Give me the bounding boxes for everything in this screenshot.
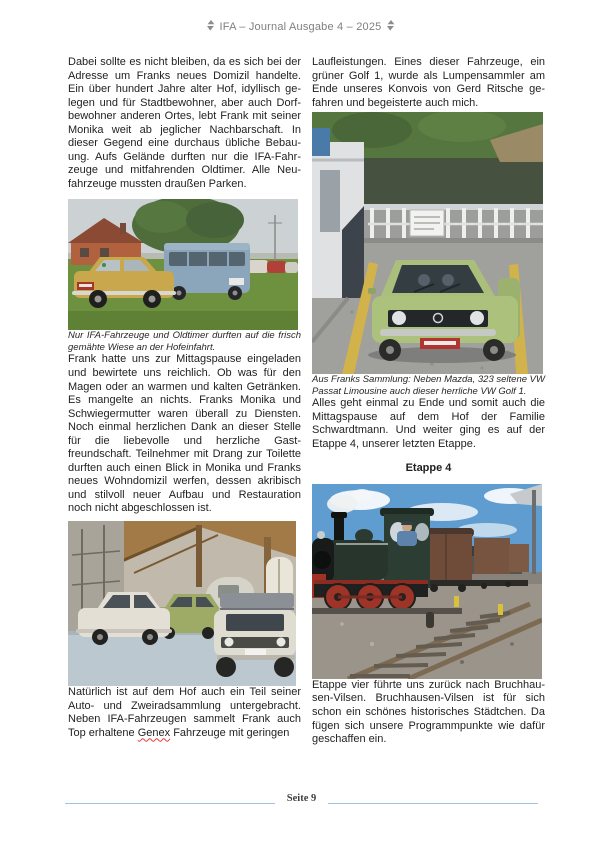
footer-rule-left xyxy=(65,803,275,804)
footer-rule-right xyxy=(328,803,538,804)
page-number: Seite 9 xyxy=(286,793,317,804)
body-paragraph: Etappe vier führte uns zurück nach Bruchhausen-Vilsen. Bruchhausen-Vilsen ist für sich schon ein schönes historisches Städtchen. Da fügen sich unsere Programmpunkte wie dafür geschaffen ein. xyxy=(312,678,545,746)
photo-caption: Nur IFA-Fahrzeuge und Oldtimer durften auf die frisch gemähte Wiese an der Hofeinfahrt. xyxy=(68,330,301,353)
body-paragraph: Laufleistungen. Eines dieser Fahrzeuge, ein grüner Golf 1, wurde als Lumpensammler am Ende unseres Konvois von Gerd Ritsche gefahren und begeisterte auch mich. xyxy=(312,56,545,109)
photo-caption: Aus Franks Sammlung: Neben Mazda, 323 seltene VW Passat Limousine auch dieser herrliche VW Golf 1. xyxy=(312,374,545,397)
left-column xyxy=(68,56,301,740)
body-paragraph: Frank hatte uns zur Mittagspause eingeladen und bewirtete uns reichlich. Ob was für den Magen oder an warmen und kalten Getränken. Es mangelte an nichts. Franks Monika und Schwiegermutter waren überall zu Diensten. Noch einmal herzlichen Dank an dieser Stelle für die liebevolle und herzliche Gastfreundschaft. Teilnehmer mit Drang zur Toilette durften auch einen Blick in Monika und Franks neues Wohndomizil werfen, dessen akribisch und stilvoll neuer Aufbau und Restauration noch nicht abgeschlossen ist. xyxy=(68,353,301,515)
paragraph-text: Fahrzeuge mit geringen xyxy=(170,726,290,739)
header-title: IFA – Journal Ausgabe 4 – 2025 xyxy=(219,21,382,33)
spellcheck-flagged-word: Genex xyxy=(137,726,171,739)
page-header xyxy=(0,20,601,34)
body-paragraph: Alles geht einmal zu Ende und somit auch die Mittagspause auf dem Hof der Familie Schwardtmann. Und weiter ging es auf der Etappe 4, unserer letzten Etappe. xyxy=(312,397,545,450)
garage-collection-photo xyxy=(68,521,301,686)
paragraph-text: Natürlich ist auf dem Hof auch ein Teil seiner Auto- und Zweiradsammlung untergebracht. Neben IFA-Fahrzeugen sammelt Frank auch Top erhaltene xyxy=(68,686,301,739)
fleuron-icon xyxy=(206,20,215,34)
page-footer xyxy=(65,793,538,804)
body-paragraph: Dabei sollte es nicht bleiben, da es sich bei der Adresse um Franks neues Domizil handelte. Ein über hundert Jahre alter Hof, idyllisch gelegen und für Stadtbewohner, aber auch Dorfbewohner anderen Ortes, lebt Frank mit seiner Monika weit ab jeglicher Nachbarschaft. In dieser Gegend eine durchaus übliche Bebauung. Aufs Gelände durften nur die IFA-Fahrzeuge und mitfahrenden Oldtimer. Alle Neufahrzeuge mussten draußen Parken. xyxy=(68,56,301,190)
steam-train-photo xyxy=(312,484,545,679)
oldtimer-meadow-photo xyxy=(68,199,301,330)
right-column xyxy=(312,56,545,747)
fleuron-icon xyxy=(386,20,395,34)
vw-golf-ferry-photo xyxy=(312,112,545,374)
body-paragraph xyxy=(68,686,301,740)
stage-heading: Etappe 4 xyxy=(405,462,452,475)
